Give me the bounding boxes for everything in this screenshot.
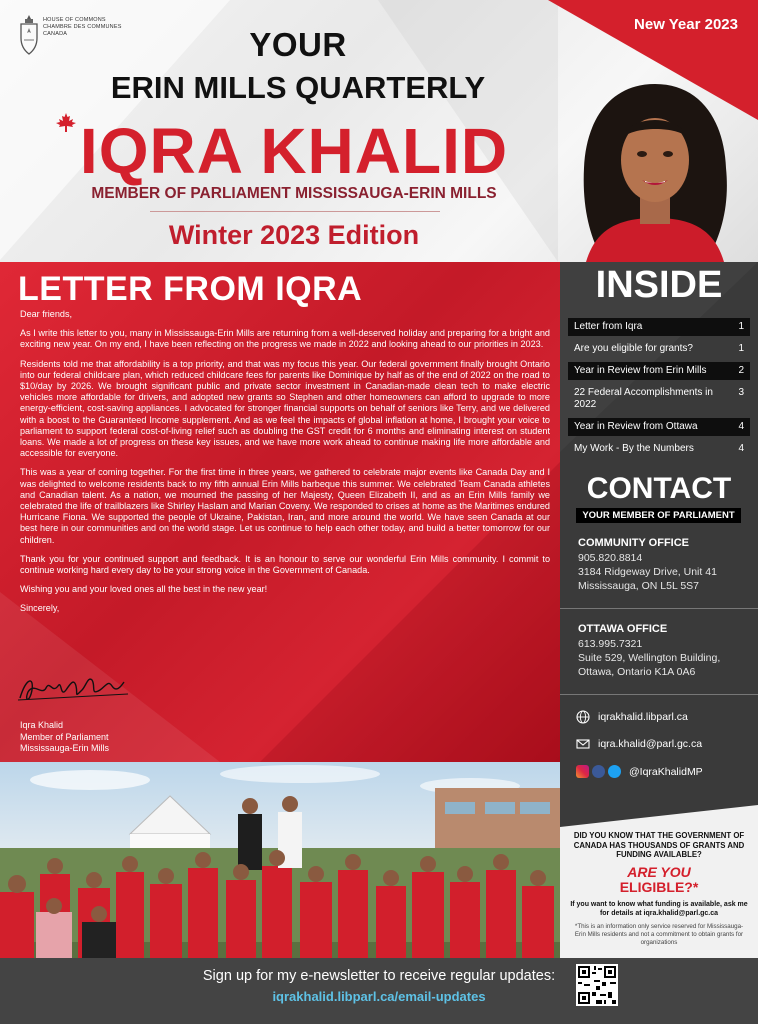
toc-item-label: 22 Federal Accomplishments in 2022 bbox=[574, 387, 713, 410]
website-row[interactable] bbox=[576, 710, 688, 724]
mp-role: MEMBER OF PARLIAMENT MISSISSAUGA-ERIN MILLS bbox=[91, 185, 497, 202]
sign-name: Iqra Khalid bbox=[20, 720, 64, 730]
letter-greeting: Dear friends, bbox=[20, 309, 73, 319]
letter-paragraph: Thank you for your continued support and feedback. It is an honour to serve our wonderful Erin Mills community. I commit to continue working hard every day to be your strong voice in the Government of Canada. bbox=[20, 553, 550, 576]
instagram-icon[interactable] bbox=[576, 765, 589, 778]
toc-item bbox=[568, 440, 750, 458]
ottawa-office-city: Ottawa, Ontario K1A 0A6 bbox=[578, 666, 696, 678]
letter-section bbox=[0, 262, 560, 762]
toc-item bbox=[568, 318, 750, 336]
signature-block bbox=[20, 720, 109, 755]
sign-riding: Mississauga-Erin Mills bbox=[20, 743, 110, 753]
toc-item bbox=[568, 362, 750, 380]
website-link[interactable]: iqrakhalid.libparl.ca bbox=[598, 711, 688, 723]
footer bbox=[0, 958, 758, 1024]
group-photo-illustration bbox=[0, 762, 560, 958]
mp-portrait bbox=[570, 78, 740, 262]
social-row[interactable] bbox=[576, 765, 703, 778]
toc-item bbox=[568, 418, 750, 436]
toc-item-page: 1 bbox=[738, 321, 744, 332]
grants-disclaimer: *This is an information only service reserved for Mississauga-Erin Mills residents and not a commitment to obtain grants for organizations bbox=[574, 923, 744, 946]
ottawa-office-heading: OTTAWA OFFICE bbox=[578, 623, 668, 635]
toc-item bbox=[568, 340, 750, 358]
community-office-city: Mississauga, ON L5L 5S7 bbox=[578, 580, 700, 592]
table-of-contents bbox=[568, 318, 750, 462]
letter-body bbox=[20, 309, 550, 623]
crest-line: CANADA bbox=[43, 31, 68, 37]
mp-name: IQRA KHALID bbox=[79, 115, 509, 187]
handwritten-signature bbox=[16, 668, 136, 708]
community-office-heading: COMMUNITY OFFICE bbox=[578, 537, 690, 549]
footer-signup-link[interactable]: iqrakhalid.libparl.ca/email-updates bbox=[272, 989, 486, 1004]
toc-item-label: Year in Review from Erin Mills bbox=[574, 365, 707, 376]
masthead-line-2: ERIN MILLS QUARTERLY bbox=[110, 70, 486, 105]
letter-paragraph: As I write this letter to you, many in Mississauga-Erin Mills are returning from a well-deserved holiday and preparing for a bright and exciting new year. On my end, I have been reflecting on the progress we made in 2022 and looking ahead to our priorities in 2023. bbox=[20, 328, 550, 350]
masthead bbox=[0, 0, 758, 262]
globe-icon bbox=[576, 710, 590, 724]
email-row[interactable] bbox=[576, 737, 702, 751]
crest-line: CHAMBRE DES COMMUNES bbox=[43, 24, 122, 30]
toc-item-page: 4 bbox=[738, 421, 744, 432]
letter-paragraph: Wishing you and your loved ones all the best in the new year! bbox=[20, 584, 268, 595]
email-icon bbox=[576, 737, 590, 751]
letter-paragraph: This was a year of coming together. For the first time in three years, we gathered to celebrate major events like Canada Day and I was delighted to welcome residents back to my fifth annual Erin Mills barbeque this summer. We celebrated Team Canada athletes and Canadian talent. As a nation, we mourned the passing of her Majesty, Queen Elizabeth II, and as an Erin Mills family we celebrated the life of trailblazers like Shirley Haslam and Marian Coveny. We responded to crises at home as the Maritimes endured Hurricane Fiona. We supported the people of Ukraine, Pakistan, Iran, and more around the world. We have seen Canada at our best here in our communities and on the world stage. Let us continue to help each other today, and build a better tomorrow for our children. bbox=[20, 467, 550, 545]
toc-item-page: 4 bbox=[738, 443, 744, 454]
toc-item-page: 2 bbox=[738, 365, 744, 376]
grants-eligible: ELIGIBLE?* bbox=[619, 879, 699, 895]
ottawa-office-phone[interactable]: 613.995.7321 bbox=[578, 638, 643, 650]
letter-closing: Sincerely, bbox=[20, 603, 60, 614]
contact-subtitle: YOUR MEMBER OF PARLIAMENT bbox=[576, 508, 741, 523]
toc-item bbox=[568, 384, 750, 414]
community-office-address: 3184 Ridgeway Drive, Unit 41 bbox=[578, 566, 717, 578]
qr-code[interactable] bbox=[576, 964, 618, 1006]
masthead-line-1: YOUR bbox=[249, 26, 347, 63]
toc-item-page: 1 bbox=[738, 343, 744, 354]
footer-signup-text: Sign up for my e-newsletter to receive regular updates: bbox=[202, 968, 556, 984]
email-link[interactable]: iqra.khalid@parl.gc.ca bbox=[598, 738, 703, 750]
community-office-phone[interactable]: 905.820.8814 bbox=[578, 552, 643, 564]
sign-title: Member of Parliament bbox=[20, 731, 109, 742]
toc-item-label: My Work - By the Numbers bbox=[574, 443, 694, 454]
toc-item-page: 3 bbox=[738, 387, 744, 398]
social-handle[interactable]: @IqraKhalidMP bbox=[629, 765, 703, 778]
toc-item-label: Are you eligible for grants? bbox=[574, 343, 693, 354]
twitter-icon[interactable] bbox=[608, 765, 621, 778]
grants-are-you: ARE YOU bbox=[627, 864, 691, 880]
grants-question: DID YOU KNOW THAT THE GOVERNMENT OF CANADA HAS THOUSANDS OF GRANTS AND FUNDING AVAILABLE? bbox=[573, 831, 745, 859]
inside-title: INSIDE bbox=[595, 264, 723, 306]
letter-paragraph: Residents told me that affordability is a top priority, and that was my focus this year. Our federal government finally brought Ontario into our federal childcare plan, which reduced childcare fees for parents like Dominique by half as of the end of 2022 on the road to $10/day by 2026. We brought significant public and private sector investment in Canadian-made clean tech to make electric vehicles more affordable for drivers, and adopted new grants so Stephen and other homeowners can afford to upgrade to more energy-efficient, cost-saving appliances. I advocated for stronger financial supports on behalf of seniors like Terry, and we delivered with a boost to the Guaranteed Income supplement. And as we feel the impacts of global inflation at home, I brought your voice to parliament to support federal cost-of-living relief such as doubling the GST credit for 6 months and eliminating interest on student loans. We made a lot of progress on these key issues, and we have more work ahead to continue making life more affordable and accessible for everyone. bbox=[20, 358, 550, 459]
grants-callout bbox=[560, 805, 758, 958]
ottawa-office-address: Suite 529, Wellington Building, bbox=[578, 652, 721, 664]
community-group-photo bbox=[0, 762, 560, 958]
background-shape bbox=[560, 805, 758, 827]
edition-badge: New Year 2023 bbox=[634, 16, 738, 33]
edition-title: Winter 2023 Edition bbox=[168, 220, 420, 250]
divider bbox=[560, 694, 758, 695]
facebook-icon[interactable] bbox=[592, 765, 605, 778]
contact-title: CONTACT bbox=[586, 472, 732, 505]
divider bbox=[150, 211, 440, 212]
letter-title: LETTER FROM IQRA bbox=[18, 270, 363, 308]
grants-ask: If you want to know what funding is available, ask me for details at iqra.khalid@parl.gc.ca bbox=[570, 901, 748, 917]
toc-item-label: Letter from Iqra bbox=[574, 321, 643, 332]
divider bbox=[560, 608, 758, 609]
toc-item-label: Year in Review from Ottawa bbox=[574, 421, 698, 432]
crest-line: HOUSE OF COMMONS bbox=[43, 17, 106, 23]
